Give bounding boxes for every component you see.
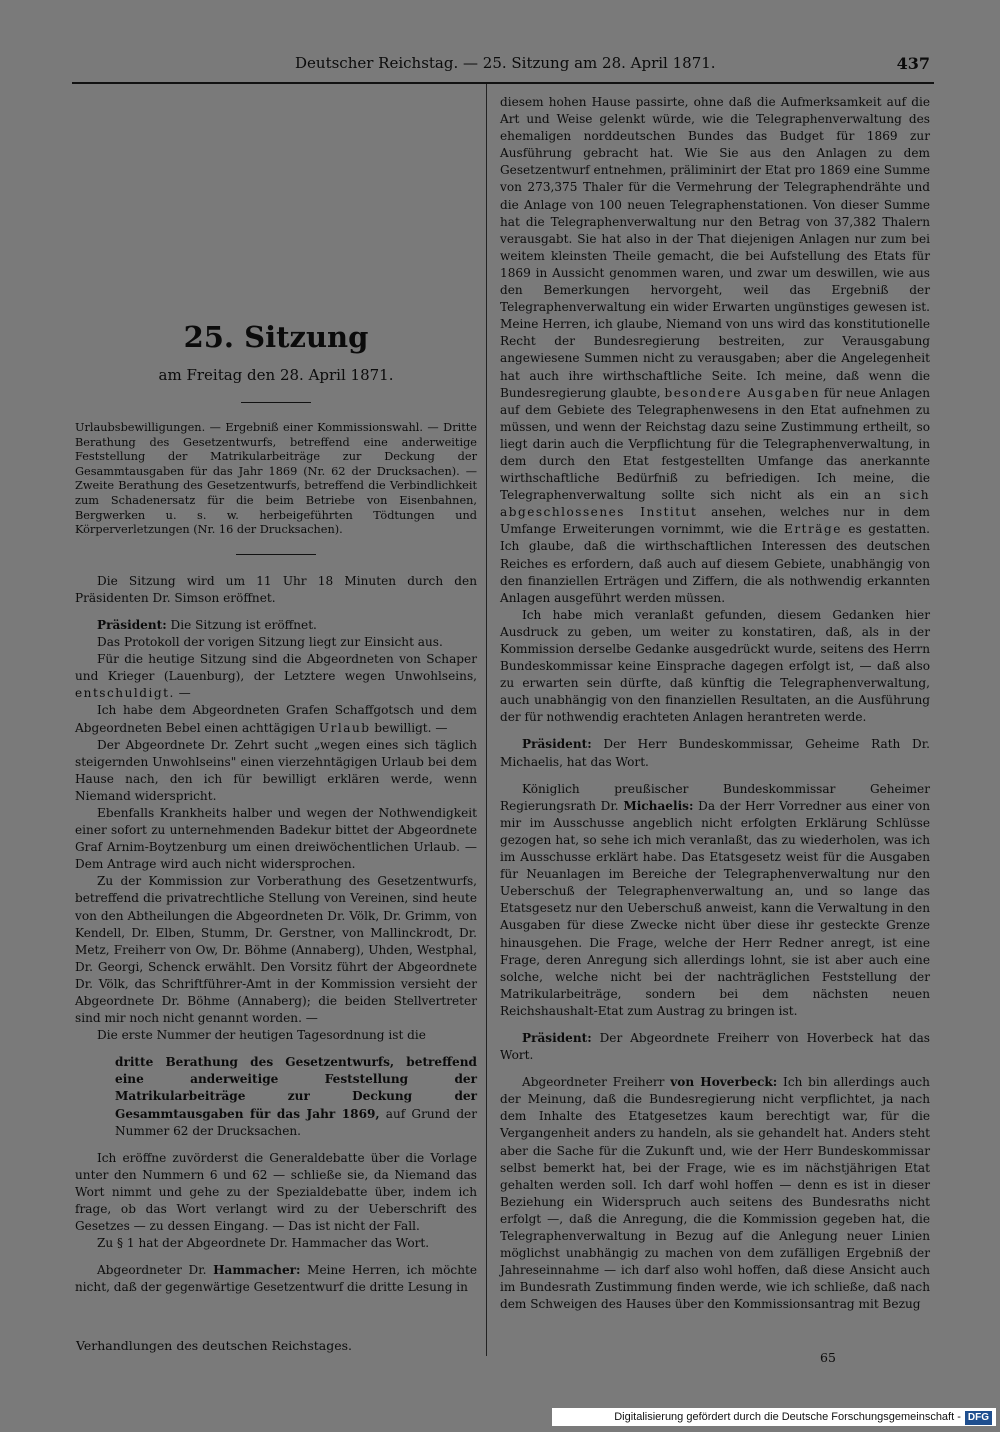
emphasis: Erträge xyxy=(784,522,842,537)
zehrt-paragraph: Der Abgeordnete Dr. Zehrt sucht „wegen eines sich täglich steigernden Unwohlseins" einen vierzehntägigen Urlaub bei dem Hause nach, den ich für bewilligt erklären werde, wenn Niemand widerspricht. xyxy=(75,737,477,803)
excused-emphasis: entschuldigt. xyxy=(75,686,175,701)
speaker-name: Michaelis: xyxy=(623,798,694,813)
general-debate-paragraph: Ich eröffne zuvörderst die Generaldebatte über die Vorlage unter den Nummern 6 und 62 — schließe sie, da Niemand das Wort nimmt und gehe zu der Spezialdebatte über, indem ich frage, ob das Wort verlangt wird zu der Ueberschrift des Gesetzes — zu dessen Eingang. — Das ist nicht der Fall. xyxy=(75,1150,477,1234)
speech-text: Der Abgeordnete Freiherr von Hoverbeck hat das Wort. xyxy=(500,1030,930,1063)
agenda-summary: Urlaubsbewilligungen. — Ergebniß einer Kommissionswahl. — Dritte Berathung des Gesetzentwurfs, betreffend eine anderweitige Feststellung der Matrikularbeiträge zur Deckung der Gesammtausgaben für das Jahr 1869 (Nr. 62 der Drucksachen). — Zweite Berathung des Gesetzentwurfs, betreffend die Verbindlichkeit zum Schadenersatz für die beim Betriebe von Eisenbahnen, Bergwerken u. s. w. herbeigeführten Tödtungen und Körperverletzungen (Nr. 16 der Drucksachen). xyxy=(75,421,477,537)
leave-tail: bewilligt. — xyxy=(370,720,448,735)
hoverbeck-speech xyxy=(500,1074,930,1313)
speaker-name: Präsident: xyxy=(522,1030,592,1045)
footer-publication: Verhandlungen des deutschen Reichstages. xyxy=(76,1338,353,1353)
running-title: Deutscher Reichstag. — 25. Sitzung am 28. April 1871. xyxy=(295,54,716,72)
section-one-paragraph: Zu § 1 hat der Abgeordnete Dr. Hammacher das Wort. xyxy=(97,1236,430,1251)
opening-paragraph: Die Sitzung wird um 11 Uhr 18 Minuten durch den Präsidenten Dr. Simson eröffnet. xyxy=(75,573,477,605)
dfg-logo-icon: DFG xyxy=(965,1411,992,1425)
arnim-paragraph: Ebenfalls Krankheits halber und wegen der Nothwendigkeit einer sofort zu unternehmenden Badekur bittet der Abgeordnete Graf Arnim-Boytzenburg um einen dreiwöchentlichen Urlaub. — Dem Antrage wird auch nicht widersprochen. xyxy=(75,805,477,872)
right-column xyxy=(500,94,930,1313)
speaker-prefix: Abgeordneter Freiherr xyxy=(522,1075,671,1090)
excused-text: Für die heutige Sitzung sind die Abgeordneten von Schaper und Krieger (Lauenburg), der Letztere wegen Unwohlseins, xyxy=(75,652,477,684)
speaker-name: Hammacher: xyxy=(213,1263,301,1278)
agenda-item xyxy=(115,1054,477,1139)
leave-emphasis: Urlaub xyxy=(318,720,371,735)
speech-text: für neue Anlagen auf dem Gebiete des Telegraphenwesens in den Etat aufnehmen zu müssen, und wenn der Reichstag dazu seine Zustimmung ertheilt, so liegt darin auch die Verpflichtung für die Telegraphenverwaltung, in dem durch den Etat festgestellten Umfange das anerkannte wirthschaftliche Bedürfniß zu befriedigen. Ich meine, die Telegraphenverwaltung sollte sich nicht als ein xyxy=(500,385,930,503)
excused-tail: — xyxy=(174,686,191,701)
session-title: 25. Sitzung xyxy=(183,320,369,354)
president-hoverbeck xyxy=(500,1030,930,1064)
column-divider xyxy=(486,84,487,1356)
emphasis: an sich abgeschlossenes Institut xyxy=(500,488,930,520)
speech-text: ansehen, welches nur in dem Umfange Erweiterungen vornimmt, wie die xyxy=(500,505,930,537)
summary-divider xyxy=(236,554,316,555)
speech-text: es gestatten. Ich glaube, daß die wirthschaftlichen Interessen des deutschen Reiches es erfordern, daß auch auf diesem Gebiete, unabhängig von den finanziellen Erträgen und Ziffern, die als nothwendig erkannten Anlagen ausgeführt werden müssen. xyxy=(500,522,930,605)
speech-text: Die Sitzung ist eröffnet. xyxy=(166,617,317,632)
protocol-paragraph: Das Protokoll der vorigen Sitzung liegt zur Einsicht aus. xyxy=(97,635,443,650)
digitization-credit xyxy=(552,1408,996,1426)
speech-text: Ich bin allerdings auch der Meinung, daß die Bundesregierung nicht verpflichtet, ja nach dem Inhalte des Etatgesetzes kaum berechtigt war, für die Vergangenheit anders zu handeln, als sie gehandelt hat. Anders steht aber die Sache für die Zukunft und, wie der Herr Bundeskommissar selbst bemerkt hat, bei der Frage, wie es im nächstjährigen Etat gehalten werden soll. Ich darf wohl hoffen — denn es ist in dieser Beziehung ein Widerspruch auch seitens des Bundesraths nicht erfolgt —, daß die Anregung, die die Kommission gegeben hat, die Telegraphenverwaltung in Bezug auf die Anlegung neuer Linien möglichst unabhängig zu machen von dem zufälligen Ergebniß der Jahreseinnahme — ich darf also wohl hoffen, daß diese Ansicht auch im Bundesrath Zustimmung finden werde, wie ich schließe, daß nach dem Schweigen des Hauses über den Kommissionsantrag mit Bezug xyxy=(500,1075,930,1312)
president-opening xyxy=(75,617,477,634)
page-number: 437 xyxy=(896,54,930,73)
header-rule xyxy=(72,82,934,84)
emphasis: besondere Ausgaben xyxy=(664,385,820,400)
hammacher-conclusion: Ich habe mich veranlaßt gefunden, diesem Gedanken hier Ausdruck zu geben, um weiter zu konstatiren, daß, als in der Kommission derselbe Gedanke ausgedrückt wurde, seitens des Herrn Bundeskommissar keine Einsprache dagegen erfolgt ist, — daß also zu erwarten sein dürfte, daß künftig die Telegraphenverwaltung, auch unabhängig von den finanziellen Resultaten, an die Ausführung der für nothwendig erachteten Anlagen herantreten werde. xyxy=(500,607,930,725)
hammacher-speech xyxy=(75,1262,477,1296)
sheet-signature: 65 xyxy=(820,1350,836,1365)
hammacher-continued xyxy=(500,94,930,607)
michaelis-speech xyxy=(500,781,930,1020)
speaker-name: Präsident: xyxy=(522,737,592,752)
speaker-name: Präsident: xyxy=(97,617,167,632)
agenda-item-title: dritte Berathung des Gesetzentwurfs, betreffend eine anderweitige Feststellung der Matrikularbeiträge zur Deckung der Gesammtausgaben für das Jahr 1869, xyxy=(115,1055,477,1121)
title-divider xyxy=(241,402,311,403)
president-gives-floor xyxy=(500,736,930,770)
session-date: am Freitag den 28. April 1871. xyxy=(158,366,394,384)
agenda-item-tail: auf Grund der Nummer 62 der Drucksachen. xyxy=(115,1106,478,1138)
speaker-prefix: Königlich preußischer Bundeskommissar Geheimer Regierungsrath Dr. xyxy=(500,781,930,813)
speech-text: Da der Herr Vorredner aus einer von mir im Ausschusse angeblich nicht erfolgten Erklärung Schlüsse gezogen hat, so sehe ich mich veranlaßt, das zu wiederholen, was ich im Ausschusse erklärt habe. Das Etatsgesetz weist für die Ausgaben für Neuanlagen im Bereiche der Telegraphenverwaltung nur den Ueberschuß der Telegraphenverwaltung an, und so lange das Etatsgesetz nur den Ueberschuß anweist, kann die Verwaltung in den Ausgaben für diese Zwecke nicht über diese ihr gesteckte Grenze hinausgehen. Die Frage, welche der Herr Redner anregt, ist eine Frage, deren Anregung sich allerdings lohnt, sie ist aber auch eine solche, welche nicht bei der nachträglichen Feststellung der Matrikularbeiträge, sondern bei dem nächsten neuen Reichshaushalt-Etat zum Austrag zu bringen ist. xyxy=(500,798,930,1018)
speech-text: Der Herr Bundeskommissar, Geheime Rath Dr. Michaelis, hat das Wort. xyxy=(500,737,930,769)
credit-text: Digitalisierung gefördert durch die Deutsche Forschungsgemeinschaft - xyxy=(614,1411,961,1423)
commission-paragraph: Zu der Kommission zur Vorberathung des Gesetzentwurfs, betreffend die privatrechtliche Stellung von Vereinen, sind heute von den Abtheilungen die Abgeordneten Dr. Völk, Dr. Grimm, von Kendell, Dr. Elben, Stumm, Dr. Gerstner, von Mallinckrodt, Dr. Metz, Freiherr von Ow, Dr. Böhme (Annaberg), Uhden, Westphal, Dr. Georgi, Schenck erwählt. Den Vorsitz führt der Abgeordnete Dr. Völk, das Schriftführer-Amt in der Kommission versieht der Abgeordnete Dr. Böhme (Annaberg); die beiden Stellvertreter sind mir noch nicht genannt worden. — xyxy=(75,874,477,1026)
page-header xyxy=(70,52,940,78)
agenda-intro: Die erste Nummer der heutigen Tagesordnung ist die xyxy=(97,1028,426,1043)
excused-paragraph xyxy=(75,651,477,702)
left-column xyxy=(75,320,477,1297)
speech-text: diesem hohen Hause passirte, ohne daß die Aufmerksamkeit auf die Art und Weise gelenkt würde, wie die Telegraphenverwaltung des ehemaligen norddeutschen Bundes das Budget für 1869 zur Ausführung gebracht hat. Wie Sie aus den Anlagen zu dem Gesetzentwurf entnehmen, präliminirt der Etat pro 1869 eine Summe von 273,375 Thaler für die Vermehrung der Telegraphendrähte und die Anlage von 100 neuen Telegraphenstationen. Von dieser Summe hat die Telegraphenverwaltung nur den Betrag von 37,382 Thalern verausgabt. Sie hat also in der That diejenigen Anlagen nur zum bei weitem kleinsten Theile gemacht, die bei Aufstellung des Etats für 1869 in Aussicht genommen waren, und zwar um deswillen, wie aus den Bemerkungen hervorgeht, weil das Ergebniß der Telegraphenverwaltung ein wider Erwarten ungünstiges gewesen ist. Meine Herren, ich glaube, Niemand von uns wird das konstitutionelle Recht der Bundesregierung bestreiten, zur Verausgabung angewiesene Summen nicht zu verausgaben; aber die Angelegenheit hat auch ihre wirthschaftliche Seite. Ich meine, daß wenn die Bundesregierung glaubte, xyxy=(500,95,930,400)
leave-text: Ich habe dem Abgeordneten Grafen Schaffgotsch und dem Abgeordneten Bebel einen achttägigen xyxy=(75,703,477,735)
speech-text: Meine Herren, ich möchte nicht, daß der gegenwärtige Gesetzentwurf die dritte Lesung in xyxy=(75,1263,477,1295)
leave-paragraph xyxy=(75,702,477,736)
speaker-name: von Hoverbeck: xyxy=(670,1075,778,1090)
speaker-prefix: Abgeordneter Dr. xyxy=(97,1263,214,1278)
